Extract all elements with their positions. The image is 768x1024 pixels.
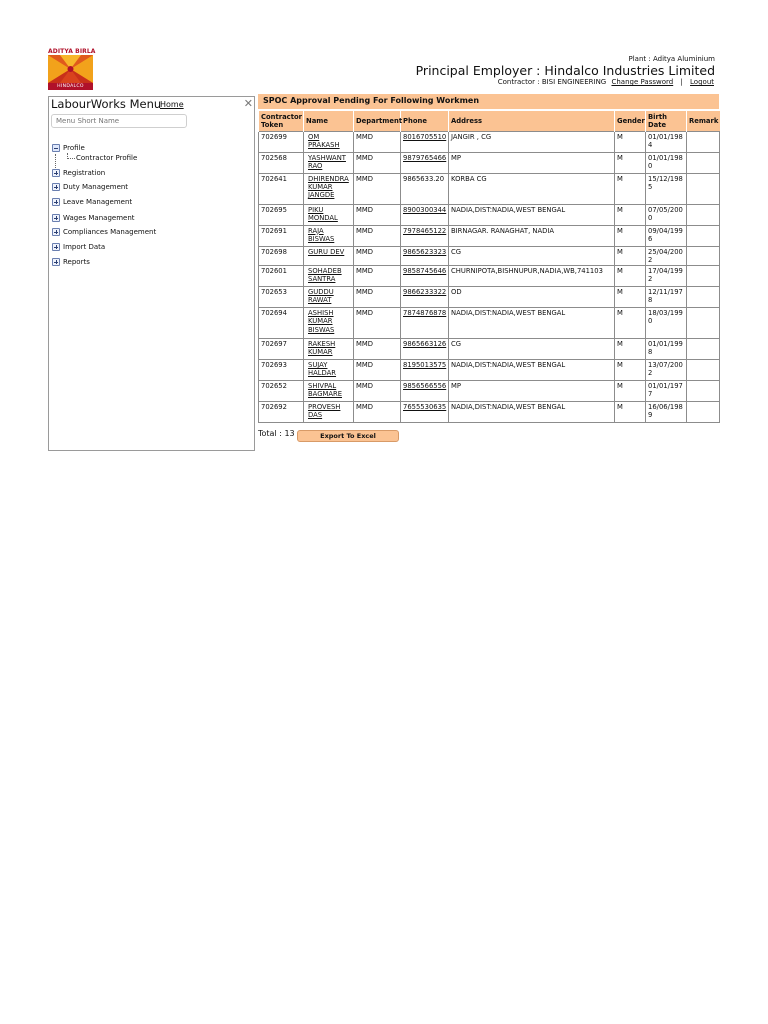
contractor-token-cell: 702699: [259, 131, 304, 152]
workman-name-link[interactable]: SHIVPAL BAGMARE: [308, 382, 342, 399]
table-row: [259, 402, 720, 423]
contractor-token-cell: 702568: [259, 152, 304, 173]
column-header: Gender: [615, 111, 646, 131]
table-row: [259, 204, 720, 225]
phone-link[interactable]: 9866233322: [403, 288, 447, 297]
contractor-token-cell: 702653: [259, 287, 304, 308]
department-cell: MMD: [354, 381, 401, 402]
remark-cell: [687, 360, 720, 381]
department-cell: MMD: [354, 339, 401, 360]
menu-item-label: Contractor Profile: [76, 154, 138, 162]
workman-name-link[interactable]: PIKU MONDAL: [308, 205, 338, 222]
menu-item-label: Leave Management: [63, 198, 133, 206]
menu-item-label: Reports: [63, 258, 90, 266]
remark-cell: [687, 225, 720, 246]
table-row: [259, 225, 720, 246]
name-cell: [304, 204, 354, 225]
expand-icon[interactable]: [52, 214, 60, 222]
menu-item-import-data[interactable]: [52, 241, 105, 253]
birth-date-cell: 01/01/1977: [646, 381, 687, 402]
phone-link[interactable]: 8195013575: [403, 361, 447, 370]
phone-link[interactable]: 9858745646: [403, 267, 447, 276]
remark-cell: [687, 287, 720, 308]
phone-cell: 9865633.20: [401, 173, 449, 204]
phone-link[interactable]: 9865663126: [403, 340, 447, 349]
close-icon[interactable]: ✕: [243, 97, 253, 110]
department-cell: MMD: [354, 152, 401, 173]
name-cell: [304, 131, 354, 152]
table-header-row: [259, 111, 720, 131]
logo-bottom-text: HINDALCO: [48, 83, 93, 90]
remark-cell: [687, 381, 720, 402]
contractor-token-cell: 702601: [259, 266, 304, 287]
contractor-token-cell: 702641: [259, 173, 304, 204]
column-header: Birth Date: [646, 111, 687, 131]
menu-item-reports[interactable]: [52, 256, 90, 268]
name-cell: [304, 173, 354, 204]
address-cell: MP: [449, 152, 615, 173]
phone-cell: [401, 381, 449, 402]
menu-item-wages-management[interactable]: [52, 212, 135, 224]
table-row: [259, 173, 720, 204]
address-cell: JANGIR , CG: [449, 131, 615, 152]
menu-item-label: Wages Management: [63, 214, 135, 222]
phone-cell: [401, 152, 449, 173]
address-cell: CG: [449, 339, 615, 360]
menu-item-label: Duty Management: [63, 183, 129, 191]
address-cell: CHURNIPOTA,BISHNUPUR,NADIA,WB,741103: [449, 266, 615, 287]
department-cell: MMD: [354, 225, 401, 246]
table-row: [259, 131, 720, 152]
menu-item-contractor-profile[interactable]: [67, 152, 137, 164]
menu-item-leave-management[interactable]: [52, 196, 132, 208]
address-cell: OD: [449, 287, 615, 308]
workman-name-link[interactable]: PROVESH DAS: [308, 403, 341, 420]
gender-cell: M: [615, 204, 646, 225]
column-header: Contractor Token: [259, 111, 304, 131]
phone-link[interactable]: 8900300344: [403, 205, 447, 214]
table-row: [259, 339, 720, 360]
name-cell: [304, 266, 354, 287]
phone-cell: [401, 308, 449, 339]
name-cell: [304, 381, 354, 402]
department-cell: MMD: [354, 266, 401, 287]
department-cell: MMD: [354, 308, 401, 339]
birth-date-cell: 09/04/1996: [646, 225, 687, 246]
workman-name-link[interactable]: YASHWANT RAO: [308, 153, 346, 170]
table-row: [259, 266, 720, 287]
workman-name-link[interactable]: SUJAY HALDAR: [308, 361, 337, 378]
department-cell: MMD: [354, 402, 401, 423]
address-cell: NADIA,DIST:NADIA,WEST BENGAL: [449, 402, 615, 423]
contractor-bar: [498, 78, 717, 86]
name-cell: [304, 287, 354, 308]
phone-cell: [401, 225, 449, 246]
gender-cell: M: [615, 360, 646, 381]
contractor-token-cell: 702697: [259, 339, 304, 360]
logout-link[interactable]: Logout: [690, 78, 714, 86]
birth-date-cell: 18/03/1990: [646, 308, 687, 339]
address-cell: NADIA,DIST:NADIA,WEST BENGAL: [449, 308, 615, 339]
principal-employer-title: Principal Employer : Hindalco Industries Limited: [415, 63, 715, 78]
address-cell: NADIA,DIST:NADIA,WEST BENGAL: [449, 204, 615, 225]
gender-cell: M: [615, 287, 646, 308]
workman-name-link[interactable]: OM PRAKASH: [308, 132, 340, 149]
collapse-icon[interactable]: [52, 144, 60, 152]
name-cell: [304, 360, 354, 381]
gender-cell: M: [615, 225, 646, 246]
birth-date-cell: 25/04/2002: [646, 246, 687, 266]
name-cell: [304, 308, 354, 339]
workman-name-link[interactable]: RAJA BISWAS: [308, 226, 335, 243]
address-cell: CG: [449, 246, 615, 266]
column-header: Address: [449, 111, 615, 131]
table-row: [259, 381, 720, 402]
birth-date-cell: 01/01/1984: [646, 131, 687, 152]
gender-cell: M: [615, 339, 646, 360]
change-password-link[interactable]: Change Password: [611, 78, 674, 86]
gender-cell: M: [615, 402, 646, 423]
logo-top-text: ADITYA BIRLA: [48, 48, 96, 55]
phone-cell: [401, 360, 449, 381]
section-title: SPOC Approval Pending For Following Workmen: [258, 94, 719, 109]
column-header: Department: [354, 111, 401, 131]
expand-icon[interactable]: [52, 258, 60, 266]
phone-link[interactable]: 7978465122: [403, 226, 447, 235]
department-cell: MMD: [354, 204, 401, 225]
expand-icon[interactable]: [52, 183, 60, 191]
birth-date-cell: 16/06/1989: [646, 402, 687, 423]
table-footer: [258, 427, 719, 447]
remark-cell: [687, 308, 720, 339]
address-cell: BIRNAGAR. RANAGHAT, NADIA: [449, 225, 615, 246]
phone-cell: [401, 204, 449, 225]
remark-cell: [687, 204, 720, 225]
remark-cell: [687, 131, 720, 152]
table-row: [259, 308, 720, 339]
table-row: [259, 152, 720, 173]
expand-icon[interactable]: [52, 198, 60, 206]
gender-cell: M: [615, 246, 646, 266]
menu-item-registration[interactable]: [52, 167, 105, 179]
phone-link[interactable]: 7874876878: [403, 309, 447, 318]
workman-name-link[interactable]: DHIRENDRA KUMAR JANGDE: [308, 174, 349, 200]
total-count: Total : 13: [258, 429, 295, 439]
contractor-label: Contractor : BISI ENGINEERING: [497, 78, 607, 86]
tree-branch-connector: [67, 153, 75, 159]
department-cell: MMD: [354, 360, 401, 381]
export-to-excel-button[interactable]: Export To Excel: [297, 430, 399, 442]
remark-cell: [687, 173, 720, 204]
workman-name-link[interactable]: SOHADEB SANTRA: [308, 267, 342, 284]
table-row: [259, 287, 720, 308]
name-cell: [304, 402, 354, 423]
contractor-token-cell: 702698: [259, 246, 304, 266]
aditya-birla-hindalco-logo: [48, 48, 96, 91]
plant-label: Plant : Aditya Aluminium: [628, 55, 715, 63]
phone-cell: [401, 402, 449, 423]
name-cell: [304, 152, 354, 173]
remark-cell: [687, 402, 720, 423]
contractor-token-cell: 702695: [259, 204, 304, 225]
phone-cell: [401, 287, 449, 308]
contractor-token-cell: 702694: [259, 308, 304, 339]
menu-header: [49, 97, 254, 112]
phone-link[interactable]: 9879765466: [403, 153, 447, 162]
sunburst-logo-icon: [48, 55, 93, 83]
menu-item-duty-management[interactable]: [52, 181, 128, 193]
menu-item-label: Registration: [63, 169, 106, 177]
home-link[interactable]: Home: [160, 100, 184, 109]
birth-date-cell: 13/07/2002: [646, 360, 687, 381]
gender-cell: M: [615, 308, 646, 339]
department-cell: MMD: [354, 173, 401, 204]
remark-cell: [687, 339, 720, 360]
phone-link[interactable]: 8016705510: [403, 132, 447, 141]
labourworks-menu-panel: [48, 96, 255, 451]
phone-link[interactable]: 9865623323: [403, 247, 447, 256]
address-cell: KORBA CG: [449, 173, 615, 204]
phone-cell: [401, 266, 449, 287]
column-header: Phone: [401, 111, 449, 131]
gender-cell: M: [615, 266, 646, 287]
department-cell: MMD: [354, 246, 401, 266]
phone-cell: [401, 339, 449, 360]
expand-icon[interactable]: [52, 243, 60, 251]
menu-item-label: Import Data: [63, 243, 106, 251]
name-cell: [304, 339, 354, 360]
birth-date-cell: 07/05/2000: [646, 204, 687, 225]
menu-item-label: Profile: [63, 144, 85, 152]
column-header: Remark: [687, 111, 720, 131]
name-cell: [304, 246, 354, 266]
menu-title: LabourWorks Menu: [51, 97, 162, 111]
gender-cell: M: [615, 152, 646, 173]
contractor-token-cell: 702652: [259, 381, 304, 402]
name-cell: [304, 225, 354, 246]
birth-date-cell: 12/11/1978: [646, 287, 687, 308]
contractor-token-cell: 702692: [259, 402, 304, 423]
contractor-token-cell: 702691: [259, 225, 304, 246]
department-cell: MMD: [354, 287, 401, 308]
gender-cell: M: [615, 173, 646, 204]
birth-date-cell: 01/01/1998: [646, 339, 687, 360]
menu-search-input[interactable]: [51, 114, 187, 128]
table-row: [259, 360, 720, 381]
address-cell: MP: [449, 381, 615, 402]
header-separator: |: [680, 78, 683, 86]
gender-cell: M: [615, 131, 646, 152]
workman-name-link[interactable]: GURU DEV: [308, 247, 345, 256]
phone-link[interactable]: 9856566556: [403, 382, 447, 391]
birth-date-cell: 15/12/1985: [646, 173, 687, 204]
workmen-table: [258, 111, 720, 423]
remark-cell: [687, 246, 720, 266]
remark-cell: [687, 266, 720, 287]
expand-icon[interactable]: [52, 228, 60, 236]
workman-name-link[interactable]: RAKESH KUMAR: [308, 340, 336, 357]
phone-cell: [401, 131, 449, 152]
birth-date-cell: 01/01/1980: [646, 152, 687, 173]
table-row: [259, 246, 720, 266]
expand-icon[interactable]: [52, 169, 60, 177]
phone-cell: [401, 246, 449, 266]
department-cell: MMD: [354, 131, 401, 152]
column-header: Name: [304, 111, 354, 131]
workman-name-link[interactable]: ASHISH KUMAR BISWAS: [308, 309, 335, 334]
main-content: [258, 94, 719, 447]
gender-cell: M: [615, 381, 646, 402]
birth-date-cell: 17/04/1992: [646, 266, 687, 287]
menu-item-compliances-management[interactable]: [52, 226, 156, 238]
workman-name-link[interactable]: GUDDU RAWAT: [308, 288, 334, 305]
contractor-token-cell: 702693: [259, 360, 304, 381]
phone-link[interactable]: 7655530635: [403, 403, 447, 412]
address-cell: NADIA,DIST:NADIA,WEST BENGAL: [449, 360, 615, 381]
menu-item-label: Compliances Management: [63, 228, 157, 236]
remark-cell: [687, 152, 720, 173]
